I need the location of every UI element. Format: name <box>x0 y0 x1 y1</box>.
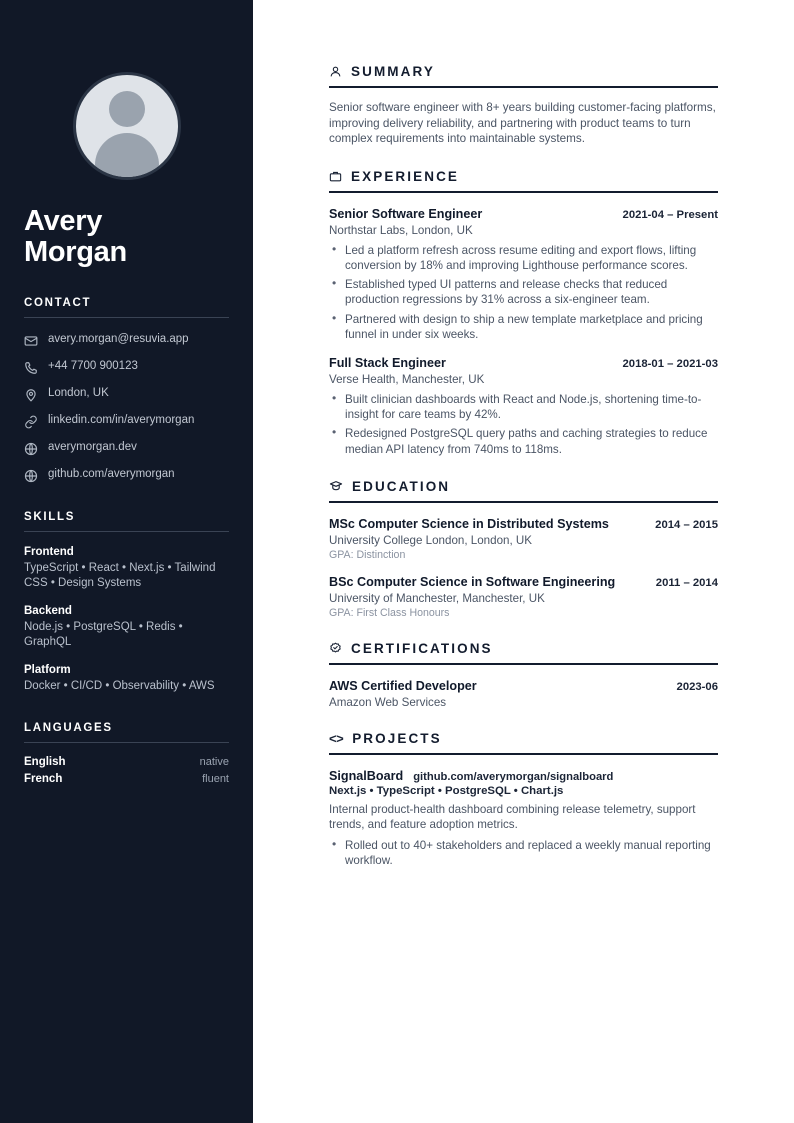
candidate-name <box>24 206 229 269</box>
summary-section <box>329 64 718 147</box>
project-link[interactable]: github.com/averymorgan/signalboard <box>413 770 614 783</box>
job-bullets <box>329 243 718 342</box>
job-title: Full Stack Engineer <box>329 356 446 370</box>
candidate-last-name: Morgan <box>24 236 127 269</box>
certification-title: AWS Certified Developer <box>329 678 477 693</box>
language-level: fluent <box>202 772 229 785</box>
degree-title: BSc Computer Science in Software Engineering <box>329 574 616 589</box>
skill-group-label: Frontend <box>24 545 74 558</box>
experience-section <box>329 169 718 457</box>
section-title: CERTIFICATIONS <box>351 640 493 656</box>
skills-heading: SKILLS <box>24 510 76 523</box>
school-name: University College London, London, UK <box>329 533 533 547</box>
project-description: Internal product-health dashboard combining release telemetry, support trends, and feature adoption metrics. <box>329 802 696 832</box>
contact-item-phone[interactable] <box>24 359 229 375</box>
section-title: PROJECTS <box>352 730 442 746</box>
contact-item-linkedin[interactable] <box>24 413 229 429</box>
candidate-first-name: Avery <box>24 205 103 237</box>
bullet-item: • Led a platform refresh across resume editing and export flows, lifting conversion by 18% and improving Lighthouse performance scores. <box>345 243 718 273</box>
link-icon <box>24 415 38 429</box>
project-bullets <box>329 838 718 868</box>
contact-list <box>24 332 229 483</box>
skill-group-items: Node.js • PostgreSQL • Redis • GraphQL <box>24 620 183 648</box>
phone-icon <box>24 361 38 375</box>
contact-value: linkedin.com/in/averymorgan <box>48 413 195 426</box>
degree-gpa: GPA: First Class Honours <box>329 606 450 619</box>
skill-group-items: Docker • CI/CD • Observability • AWS <box>24 679 215 692</box>
contact-value: avery.morgan@resuvia.app <box>48 332 189 345</box>
skill-group-items: TypeScript • React • Next.js • Tailwind CSS • Design Systems <box>24 561 216 589</box>
sidebar <box>0 0 253 1123</box>
education-entry <box>329 575 718 619</box>
contact-section <box>24 297 229 483</box>
section-title: SUMMARY <box>351 64 435 79</box>
avatar <box>73 72 181 180</box>
project-entry <box>329 769 718 869</box>
skill-group-frontend <box>24 546 229 591</box>
job-bullets <box>329 392 718 457</box>
contact-value: github.com/averymorgan <box>48 467 175 480</box>
contact-item-email[interactable] <box>24 332 229 348</box>
language-name: French <box>24 772 63 785</box>
projects-divider <box>329 753 718 755</box>
contact-value: +44 7700 900123 <box>48 359 138 372</box>
certifications-divider <box>329 663 718 665</box>
projects-header <box>329 731 718 746</box>
contact-item-github[interactable] <box>24 467 229 483</box>
degree-date: 2014 – 2015 <box>655 518 718 531</box>
degree-date: 2011 – 2014 <box>655 576 718 589</box>
briefcase-icon <box>329 170 342 183</box>
languages-heading: LANGUAGES <box>24 721 113 734</box>
entry-header <box>329 575 718 589</box>
degree-gpa: GPA: Distinction <box>329 548 406 561</box>
summary-divider <box>329 86 718 88</box>
education-divider <box>329 501 718 503</box>
education-entry <box>329 517 718 561</box>
code-icon: <> <box>329 730 344 746</box>
experience-divider <box>329 191 718 193</box>
education-header <box>329 479 718 494</box>
section-title: EDUCATION <box>352 478 451 494</box>
graduation-cap-icon <box>329 479 343 493</box>
section-title: EXPERIENCE <box>351 168 460 184</box>
contact-value: averymorgan.dev <box>48 440 137 453</box>
contact-divider <box>24 317 229 318</box>
language-row <box>24 756 229 768</box>
languages-list <box>24 756 229 785</box>
skills-divider <box>24 531 229 532</box>
project-stack: Next.js • TypeScript • PostgreSQL • Chart.js <box>329 784 564 797</box>
job-date: 2021-04 – Present <box>622 208 718 221</box>
languages-section <box>24 722 229 785</box>
projects-section <box>329 731 718 869</box>
project-name: SignalBoard <box>329 768 404 783</box>
globe-icon <box>24 442 38 456</box>
language-name: English <box>24 755 66 768</box>
bullet-item: • Established typed UI patterns and release checks that reduced production regressions by 31% across a six-engineer team. <box>345 277 718 307</box>
entry-header <box>329 356 718 370</box>
summary-header <box>329 64 718 79</box>
skill-group-backend <box>24 605 229 650</box>
bullet-item: • Redesigned PostgreSQL query paths and caching strategies to reduce median API latency from 740ms to 118ms. <box>345 426 718 456</box>
contact-item-website[interactable] <box>24 440 229 456</box>
globe-icon <box>24 469 38 483</box>
experience-entry <box>329 207 718 342</box>
job-title: Senior Software Engineer <box>329 206 483 221</box>
experience-entry <box>329 356 718 457</box>
certifications-section <box>329 641 718 709</box>
degree-title: MSc Computer Science in Distributed Systems <box>329 516 609 531</box>
skill-group-label: Platform <box>24 663 71 676</box>
language-level: native <box>199 755 229 768</box>
education-section <box>329 479 718 619</box>
bullet-item: • Partnered with design to ship a new template marketplace and pricing funnel in under six weeks. <box>345 312 718 342</box>
contact-value: London, UK <box>48 386 109 399</box>
skills-section <box>24 511 229 694</box>
avatar-head-shape <box>109 91 145 127</box>
skill-group-label: Backend <box>24 604 72 617</box>
job-company: Northstar Labs, London, UK <box>329 223 473 237</box>
entry-header <box>329 517 718 531</box>
main-content <box>253 0 794 1123</box>
project-header <box>329 769 718 783</box>
entry-header <box>329 207 718 221</box>
contact-heading: CONTACT <box>24 296 92 309</box>
avatar-wrapper <box>24 72 229 180</box>
languages-divider <box>24 742 229 743</box>
experience-header <box>329 169 718 184</box>
entry-header <box>329 679 718 693</box>
map-pin-icon <box>24 388 38 402</box>
school-name: University of Manchester, Manchester, UK <box>329 591 545 605</box>
job-date: 2018-01 – 2021-03 <box>622 358 718 370</box>
mail-icon <box>24 334 38 348</box>
job-company: Verse Health, Manchester, UK <box>329 373 485 386</box>
language-row <box>24 773 229 785</box>
bullet-item: • Built clinician dashboards with React and Node.js, shortening time-to-insight for care teams by 42%. <box>345 392 718 422</box>
contact-item-location <box>24 386 229 402</box>
certification-issuer: Amazon Web Services <box>329 695 447 709</box>
bullet-item: • Rolled out to 40+ stakeholders and replaced a weekly manual reporting workflow. <box>345 838 718 868</box>
skill-group-platform <box>24 664 229 694</box>
summary-text: Senior software engineer with 8+ years building customer-facing platforms, improving delivery reliability, and partnering with product teams to turn complex requirements into maintainable systems. <box>329 101 716 146</box>
person-icon <box>329 65 342 78</box>
badge-check-icon <box>329 642 342 655</box>
certifications-header <box>329 641 718 656</box>
certification-entry <box>329 679 718 709</box>
avatar-body-shape <box>95 133 159 177</box>
certification-date: 2023-06 <box>676 680 718 693</box>
